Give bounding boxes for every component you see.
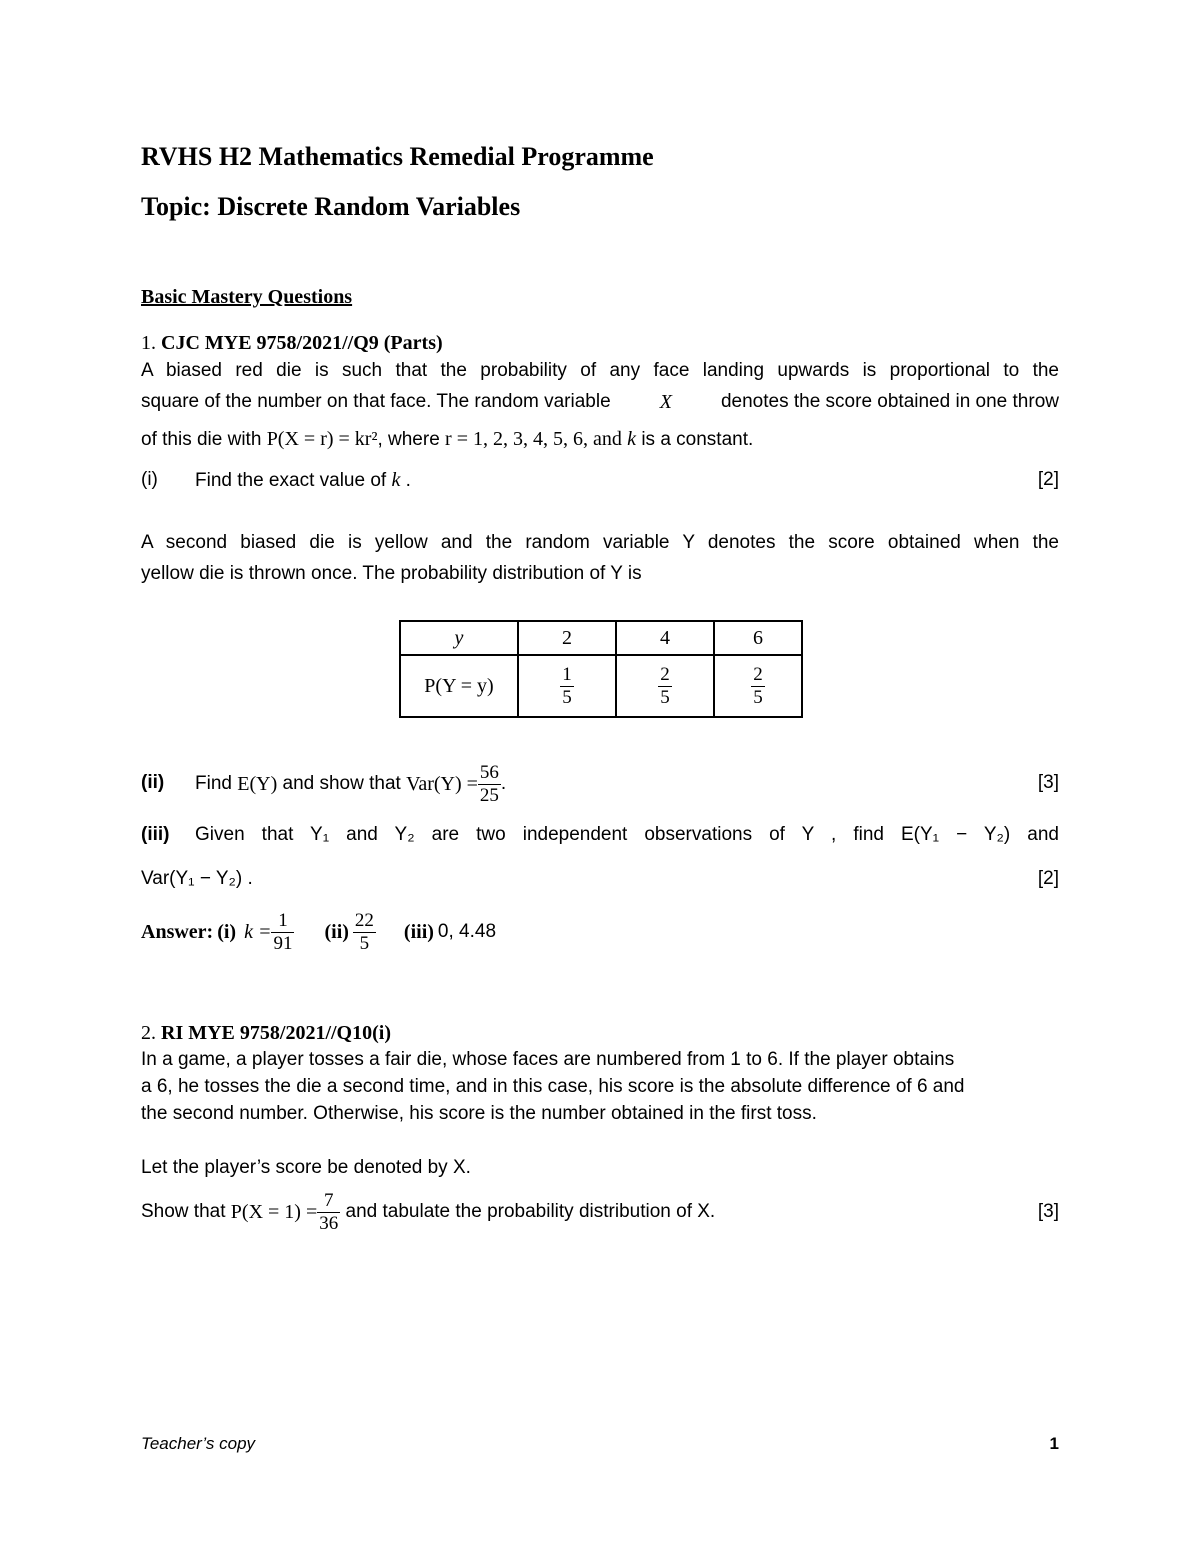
table-header-label: y [400, 621, 518, 655]
prob-2-num: 2 [660, 663, 670, 685]
q1-part-ii-marks: [3] [1037, 772, 1059, 793]
answer-ii-label: (ii) [324, 920, 349, 943]
q2-source: RI MYE 9758/2021//Q10(i) [161, 1022, 391, 1044]
q1-part-i: Find the exact value of k . [195, 469, 411, 491]
q2-frac-den: 36 [319, 1212, 339, 1234]
q1-part-iii-label: (iii) [141, 824, 170, 845]
prob-1-num: 1 [562, 663, 572, 685]
q1-line2-a: square of the number on that face. The random variable [141, 391, 611, 412]
answer-i-frac-num: 1 [278, 909, 288, 931]
table-value-1: 2 [518, 621, 616, 655]
topic-title: Topic: Discrete Random Variables [141, 192, 521, 221]
table-value-2: 4 [616, 621, 714, 655]
q2-line3: the second number. Otherwise, his score is the number obtained in the first toss. [141, 1103, 817, 1124]
q1-part-i-marks: [2] [1037, 469, 1059, 490]
q1-part-ii: Find E(Y) and show that Var(Y) = $\frac{56}{25}$ . [195, 761, 507, 806]
q1-part-iii-marks: [2] [1037, 868, 1059, 889]
answer-iii-value: 0, 4.48 [437, 921, 497, 942]
q1-part-ii-frac [478, 762, 501, 807]
prob-3-den: 5 [753, 686, 763, 708]
table-prob-3 [714, 655, 802, 717]
q1-line3-a: of this die with [141, 429, 262, 450]
prob-3-num: 2 [753, 663, 763, 685]
answer-i-eq: k = [244, 920, 272, 943]
footer-page-number: 1 [1049, 1434, 1059, 1453]
q1-part-i-text: Find the exact value of [195, 470, 387, 491]
q1-source: CJC MYE 9758/2021//Q9 (Parts) [161, 332, 443, 354]
q1-part-ii-label: (ii) [141, 772, 165, 793]
table-row-label: P(Y = y) [400, 655, 518, 717]
q2-show-eq: P(X = 1) = [230, 1200, 318, 1223]
q1-line2-var: X [659, 391, 672, 413]
q1-line3-r: r = 1, 2, 3, 4, 5, 6, and [445, 428, 622, 450]
part-ii-frac-num: 56 [479, 761, 499, 783]
q1-line3 [141, 428, 753, 451]
answer-i-frac [271, 910, 294, 955]
q2-show-b: and tabulate the probability distribution of X. [345, 1201, 716, 1222]
answer-label: Answer: [141, 920, 214, 943]
table-value-3: 6 [714, 621, 802, 655]
q1-part-i-label: (i) [141, 469, 158, 490]
q2-frac-num: 7 [323, 1189, 334, 1211]
document-title: RVHS H2 Mathematics Remedial Programme [141, 142, 654, 171]
answer-iii-label: (iii) [403, 920, 434, 943]
table-prob-row [400, 655, 802, 717]
q1-line2 [141, 391, 1059, 414]
answer-ii-frac [353, 910, 376, 955]
q2-show-a: Show that [141, 1201, 226, 1222]
answer-ii-frac-num: 22 [354, 909, 374, 931]
section-heading: Basic Mastery Questions [141, 286, 353, 308]
q2-number: 2. [141, 1022, 156, 1044]
q2-marks: [3] [1037, 1201, 1059, 1222]
prob-2-den: 5 [660, 686, 670, 708]
q1-part-ii-text-b: and show that [282, 773, 401, 794]
q1-line2-b: denotes the score obtained in one throw [720, 391, 1059, 412]
part-ii-frac-den: 25 [479, 784, 499, 806]
table-prob-1 [518, 655, 616, 717]
q1-line3-c: is a constant. [641, 429, 754, 450]
q1-part-ii-var: Var(Y) = [406, 772, 478, 795]
answer-i-label: (i) [217, 920, 237, 943]
q2-line1: In a game, a player tosses a fair die, whose faces are numbered from 1 to 6. If the player obtains [141, 1049, 955, 1070]
table-header-row [400, 621, 802, 655]
answer-i-frac-den: 91 [273, 932, 293, 954]
q1-line3-eq: P(X = r) = kr² [266, 428, 378, 450]
answer-ii-frac-den: 5 [353, 932, 376, 955]
q2-heading [141, 1022, 391, 1045]
q1-line3-b: , where [377, 429, 440, 450]
q1-part-ii-text-a: Find [195, 773, 232, 794]
q2-show-frac [317, 1190, 340, 1235]
q1-part-iii-line2: Var(Y₁ − Y₂) . [141, 868, 253, 889]
q1-number: 1. [141, 332, 156, 354]
q1-part-ii-ey: E(Y) [237, 772, 278, 795]
q2-line4: Let the player’s score be denoted by X. [141, 1157, 471, 1178]
distribution-table [399, 620, 803, 718]
q1-part-iii-line1: Given that Y₁ and Y₂ are two independent observations of Y , find E(Y₁ − Y₂) and [195, 824, 1059, 845]
q2-line2: a 6, he tosses the die a second time, and in this case, his score is the absolute difference of 6 and [141, 1076, 965, 1097]
q1-line3-k: k [627, 428, 637, 450]
q1-line1: A biased red die is such that the probability of any face landing upwards is proportional to the [141, 360, 1059, 381]
q1-answer [141, 904, 496, 960]
table-prob-2 [616, 655, 714, 717]
q1-para2-line2: yellow die is thrown once. The probability distribution of Y is [141, 563, 642, 584]
q2-show [141, 1184, 715, 1240]
q1-para2-line1: A second biased die is yellow and the random variable Y denotes the score obtained when the [141, 532, 1059, 553]
q1-part-i-var: k [391, 469, 401, 491]
q1-heading [141, 332, 443, 355]
footer-teachers-copy: Teacher’s copy [141, 1434, 256, 1453]
prob-1-den: 5 [562, 686, 572, 708]
